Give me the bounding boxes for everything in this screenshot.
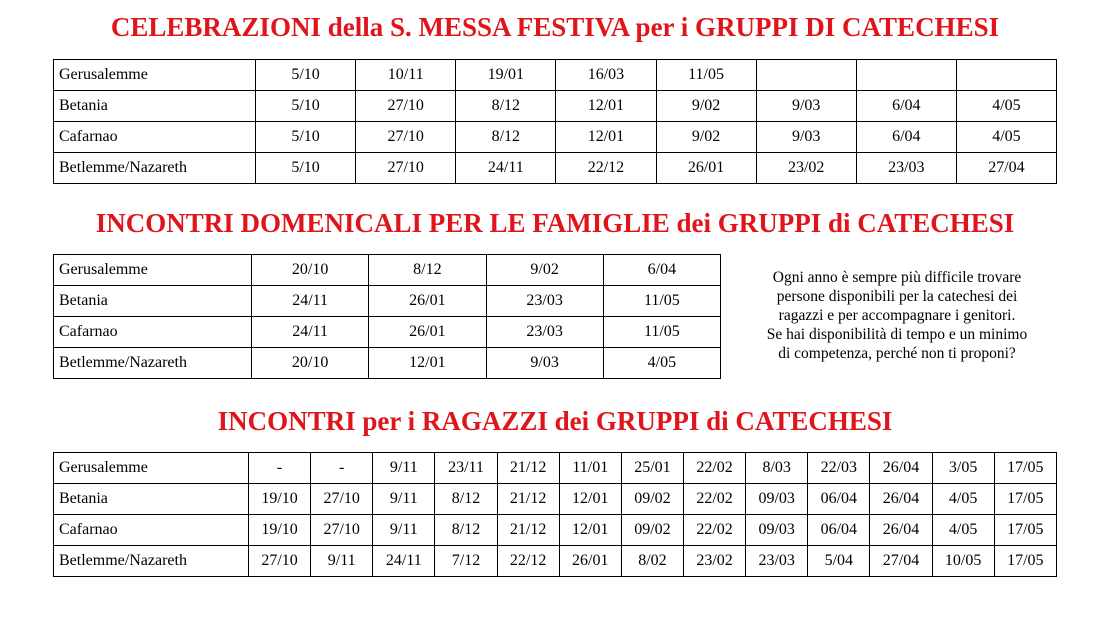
table-row [54,484,1057,515]
date-cell: 6/04 [603,255,720,286]
date-cell: 27/04 [956,153,1056,184]
incontri-famiglie-table [53,254,721,379]
table-row [54,317,721,348]
date-cell: 26/01 [369,317,486,348]
incontri-ragazzi-table [53,452,1057,577]
date-cell: 09/02 [621,515,683,546]
date-cell: 6/04 [856,122,956,153]
date-cell: 27/10 [311,515,373,546]
date-cell: 27/10 [249,546,311,577]
date-cell: 8/03 [746,453,808,484]
group-name-cell: Cafarnao [54,122,256,153]
date-cell: 27/10 [356,122,456,153]
table-row [54,153,1057,184]
volunteer-note [733,268,1061,363]
date-cell: 12/01 [556,91,656,122]
date-cell: 17/05 [994,515,1056,546]
date-cell: 9/02 [656,91,756,122]
date-cell: 24/11 [252,286,369,317]
date-cell: 9/02 [656,122,756,153]
date-cell: 25/01 [621,453,683,484]
date-cell: 23/03 [486,286,603,317]
date-cell: 4/05 [603,348,720,379]
date-cell: 9/03 [756,122,856,153]
date-cell: 09/02 [621,484,683,515]
date-cell: 19/10 [249,515,311,546]
date-cell: 8/12 [369,255,486,286]
date-cell: 26/01 [369,286,486,317]
date-cell: 9/11 [311,546,373,577]
date-cell: 06/04 [808,484,870,515]
date-cell: 4/05 [932,484,994,515]
date-cell: 26/01 [559,546,621,577]
section1-title: CELEBRAZIONI della S. MESSA FESTIVA per i GRUPPI DI CATECHESI [110,12,1000,42]
note-line: di competenza, perché non ti proponi? [778,345,1016,362]
date-cell: 4/05 [932,515,994,546]
table-row [54,91,1057,122]
table-row [54,515,1057,546]
messa-festiva-table [53,59,1057,184]
date-cell: 8/02 [621,546,683,577]
section3-title: INCONTRI per i RAGAZZI dei GRUPPI di CATECHESI [217,406,893,436]
date-cell: 22/12 [556,153,656,184]
date-cell: 22/02 [683,515,745,546]
date-cell [856,60,956,91]
date-cell: 8/12 [435,515,497,546]
date-cell: 5/04 [808,546,870,577]
date-cell: 12/01 [369,348,486,379]
date-cell: 23/03 [856,153,956,184]
date-cell: 9/11 [373,484,435,515]
date-cell: 11/05 [603,317,720,348]
date-cell: 9/11 [373,515,435,546]
date-cell: 23/02 [683,546,745,577]
date-cell: 20/10 [252,255,369,286]
date-cell: 11/01 [559,453,621,484]
date-cell: 3/05 [932,453,994,484]
date-cell: 10/05 [932,546,994,577]
date-cell: 09/03 [746,484,808,515]
date-cell: 7/12 [435,546,497,577]
date-cell: 10/11 [356,60,456,91]
date-cell: 8/12 [456,91,556,122]
group-name-cell: Betlemme/Nazareth [54,153,256,184]
date-cell: - [249,453,311,484]
date-cell: 8/12 [456,122,556,153]
date-cell: 26/04 [870,484,932,515]
date-cell: 21/12 [497,515,559,546]
section2-title: INCONTRI DOMENICALI PER LE FAMIGLIE dei GRUPPI di CATECHESI [95,208,1015,238]
group-name-cell: Betania [54,286,252,317]
note-line: ragazzi e per accompagnare i genitori. [778,307,1016,324]
date-cell: 23/11 [435,453,497,484]
date-cell: 5/10 [256,60,356,91]
note-line: persone disponibili per la catechesi dei [776,288,1018,305]
date-cell: 27/10 [356,153,456,184]
date-cell: 21/12 [497,453,559,484]
date-cell: 9/03 [756,91,856,122]
group-name-cell: Cafarnao [54,317,252,348]
date-cell: 26/04 [870,453,932,484]
group-name-cell: Gerusalemme [54,255,252,286]
date-cell: 06/04 [808,515,870,546]
table-row [54,255,721,286]
date-cell: 27/10 [356,91,456,122]
date-cell: 9/11 [373,453,435,484]
date-cell: 5/10 [256,91,356,122]
date-cell: 17/05 [994,546,1056,577]
date-cell: 24/11 [252,317,369,348]
group-name-cell: Betlemme/Nazareth [54,348,252,379]
date-cell: 22/12 [497,546,559,577]
date-cell: 9/03 [486,348,603,379]
group-name-cell: Betania [54,91,256,122]
date-cell: 6/04 [856,91,956,122]
group-name-cell: Gerusalemme [54,453,249,484]
date-cell: 26/01 [656,153,756,184]
date-cell: 09/03 [746,515,808,546]
date-cell: 24/11 [456,153,556,184]
table-row [54,122,1057,153]
date-cell: 9/02 [486,255,603,286]
date-cell: 23/03 [746,546,808,577]
date-cell: 23/02 [756,153,856,184]
note-line: Ogni anno è sempre più difficile trovare [772,269,1022,286]
date-cell: 4/05 [956,122,1056,153]
date-cell: 22/02 [683,453,745,484]
date-cell: 17/05 [994,453,1056,484]
date-cell: 26/04 [870,515,932,546]
date-cell [756,60,856,91]
date-cell: 20/10 [252,348,369,379]
table-row [54,453,1057,484]
group-name-cell: Betlemme/Nazareth [54,546,249,577]
date-cell: 27/04 [870,546,932,577]
date-cell: - [311,453,373,484]
date-cell: 16/03 [556,60,656,91]
date-cell: 11/05 [656,60,756,91]
date-cell: 21/12 [497,484,559,515]
date-cell: 22/02 [683,484,745,515]
note-line: Se hai disponibilità di tempo e un minimo [766,326,1028,343]
date-cell: 5/10 [256,153,356,184]
date-cell: 12/01 [559,484,621,515]
date-cell: 8/12 [435,484,497,515]
date-cell: 17/05 [994,484,1056,515]
table-row [54,546,1057,577]
group-name-cell: Cafarnao [54,515,249,546]
group-name-cell: Betania [54,484,249,515]
date-cell: 12/01 [559,515,621,546]
date-cell: 19/10 [249,484,311,515]
date-cell: 12/01 [556,122,656,153]
table-row [54,286,721,317]
date-cell [956,60,1056,91]
date-cell: 4/05 [956,91,1056,122]
group-name-cell: Gerusalemme [54,60,256,91]
date-cell: 5/10 [256,122,356,153]
date-cell: 27/10 [311,484,373,515]
table-row [54,348,721,379]
date-cell: 23/03 [486,317,603,348]
date-cell: 24/11 [373,546,435,577]
table-row [54,60,1057,91]
date-cell: 19/01 [456,60,556,91]
date-cell: 22/03 [808,453,870,484]
date-cell: 11/05 [603,286,720,317]
